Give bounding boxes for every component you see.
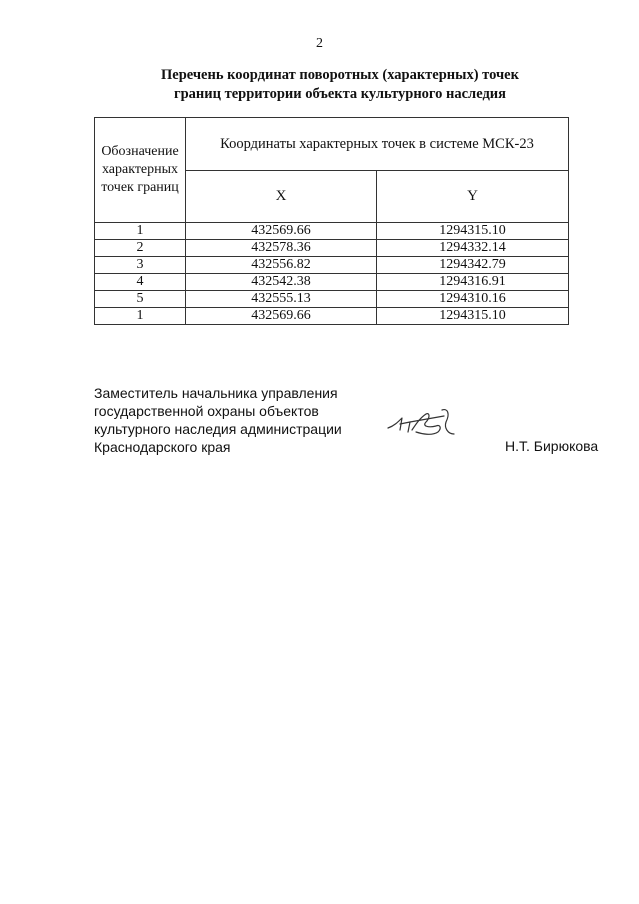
signatory-position [94, 384, 354, 456]
document-title [60, 66, 620, 104]
point-number: 5 [95, 291, 186, 308]
title-line-1: Перечень координат поворотных (характерных) точек [161, 67, 519, 83]
table-row [95, 291, 569, 308]
coord-x: 432555.13 [186, 291, 377, 308]
coord-y: 1294315.10 [377, 308, 569, 325]
coord-x: 432542.38 [186, 274, 377, 291]
point-number: 4 [95, 274, 186, 291]
table-row [95, 240, 569, 257]
coord-y: 1294342.79 [377, 257, 569, 274]
position-line-2: государственной охраны объектов [94, 403, 319, 419]
point-number: 3 [95, 257, 186, 274]
position-line-3: культурного наследия администрации [94, 421, 342, 437]
header-coordinate-system: Координаты характерных точек в системе МСК-23 [186, 118, 569, 171]
coord-x: 432578.36 [186, 240, 377, 257]
signer-name: Н.Т. Бирюкова [505, 438, 599, 454]
point-number: 2 [95, 240, 186, 257]
position-line-4: Краснодарского края [94, 439, 231, 455]
coordinates-table [94, 117, 569, 325]
position-line-1: Заместитель начальника управления [94, 385, 338, 401]
handwritten-signature [386, 404, 456, 440]
table-row [95, 257, 569, 274]
point-number: 1 [95, 223, 186, 240]
coord-x: 432569.66 [186, 223, 377, 240]
coord-y: 1294315.10 [377, 223, 569, 240]
coord-y: 1294310.16 [377, 291, 569, 308]
point-number: 1 [95, 308, 186, 325]
coord-x: 432569.66 [186, 308, 377, 325]
coord-x: 432556.82 [186, 257, 377, 274]
header-x: X [186, 171, 377, 223]
table-row [95, 274, 569, 291]
title-line-2: границ территории объекта культурного наследия [174, 86, 506, 102]
coord-y: 1294316.91 [377, 274, 569, 291]
page-number: 2 [316, 36, 323, 51]
header-point-label: Обозначение характерных точек границ [95, 118, 186, 223]
coord-y: 1294332.14 [377, 240, 569, 257]
table-row [95, 223, 569, 240]
table-row [95, 308, 569, 325]
header-y: Y [377, 171, 569, 223]
